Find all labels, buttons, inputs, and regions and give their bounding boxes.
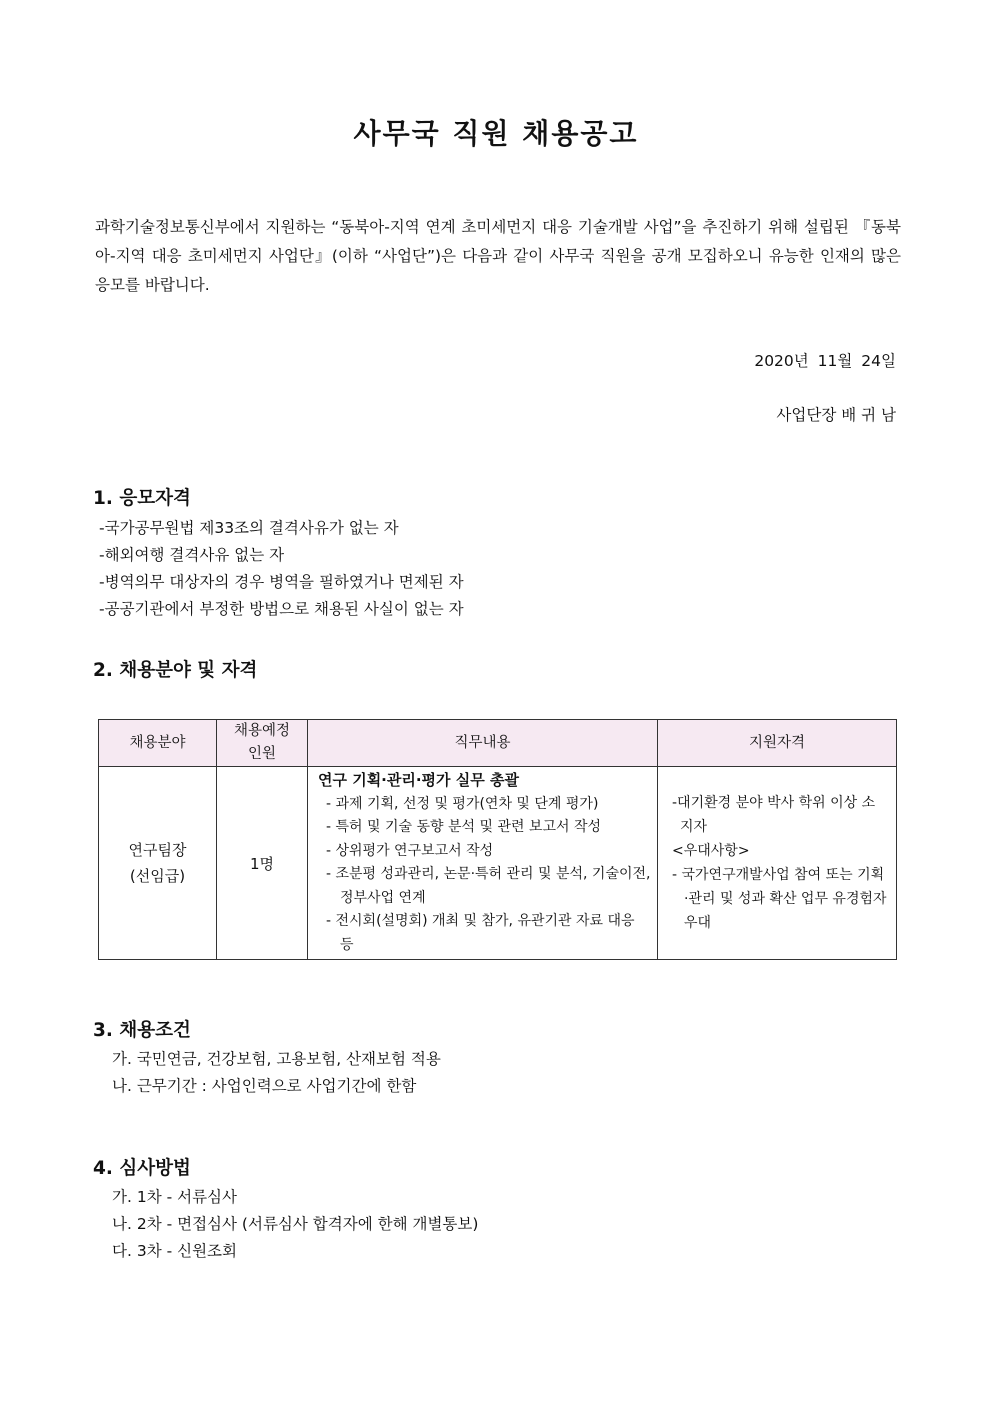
header-duty: 직무내용 — [308, 720, 658, 767]
cell-qualification — [658, 767, 897, 960]
duty-item: - 상위평가 연구보고서 작성 — [326, 842, 494, 859]
qualification-item: -해외여행 결격사유 없는 자 — [99, 546, 285, 564]
duty-item: - 전시회(설명회) 개최 및 참가, 유관기관 자료 대응 등 — [326, 913, 635, 953]
header-qualification: 지원자격 — [658, 720, 897, 767]
table-row — [99, 767, 897, 960]
review-step: 가. 1차 - 서류심사 — [112, 1188, 238, 1206]
recruitment-table — [98, 719, 897, 960]
qualification-item: -공공기관에서 부정한 방법으로 채용된 사실이 없는 자 — [99, 600, 464, 618]
table-header-row — [99, 720, 897, 767]
duty-item: - 특허 및 기술 동향 분석 및 관련 보고서 작성 — [326, 819, 602, 835]
duty-item: - 조분평 성과관리, 논문·특허 관리 및 분석, 기술이전, 정부사업 연계 — [326, 866, 651, 906]
field-name: 연구팀장 — [128, 841, 187, 859]
qualification-main: -대기환경 분야 박사 학위 이상 소지자 — [672, 795, 876, 835]
page-title: 사무국 직원 채용공고 — [353, 117, 639, 150]
review-step: 나. 2차 - 면접심사 (서류심사 합격자에 한해 개별통보) — [112, 1215, 479, 1233]
signer-name: 사업단장 배 귀 남 — [776, 406, 896, 424]
review-step: 다. 3차 - 신원조회 — [112, 1242, 238, 1260]
qualification-item: -병역의무 대상자의 경우 병역을 필하였거나 면제된 자 — [99, 573, 464, 591]
intro-paragraph: 과학기술정보통신부에서 지원하는 “동북아-지역 연계 초미세먼지 대응 기술개발 사업”을 추진하기 위해 설립된 『동북아-지역 대응 초미세먼지 사업단』(이하 “사업단”)은 다음과 같이 사무국 직원을 공개 모집하오니 유능한 인재의 많은 응모를 바랍니다. — [95, 218, 901, 294]
header-count-text: 채용예정 인원 — [233, 723, 291, 762]
section4-heading: 4. 심사방법 — [93, 1158, 191, 1179]
cell-duty — [308, 767, 658, 960]
condition-item: 나. 근무기간 : 사업인력으로 사업기간에 한함 — [112, 1077, 417, 1095]
header-count — [217, 720, 308, 767]
section2-heading: 2. 채용분야 및 자격 — [93, 660, 258, 681]
condition-item: 가. 국민연금, 건강보험, 고용보험, 산재보험 적용 — [112, 1050, 441, 1068]
qualification-item: -국가공무원법 제33조의 결격사유가 없는 자 — [99, 519, 399, 537]
cell-count: 1명 — [217, 767, 308, 960]
announcement-date: 2020년 11월 24일 — [754, 352, 896, 370]
field-grade: (선임급) — [129, 867, 186, 885]
header-field: 채용분야 — [99, 720, 217, 767]
section3-heading: 3. 채용조건 — [93, 1020, 191, 1041]
duty-item: - 과제 기획, 선정 및 평가(연차 및 단계 평가) — [326, 795, 599, 812]
preference-item: - 국가연구개발사업 참여 또는 기획·관리 및 성과 확산 업무 유경험자 우대 — [672, 867, 887, 931]
section1-heading: 1. 응모자격 — [93, 488, 191, 509]
preference-label: <우대사항> — [672, 843, 750, 859]
cell-field — [99, 767, 217, 960]
duty-title: 연구 기획·관리·평가 실무 총괄 — [318, 771, 519, 789]
